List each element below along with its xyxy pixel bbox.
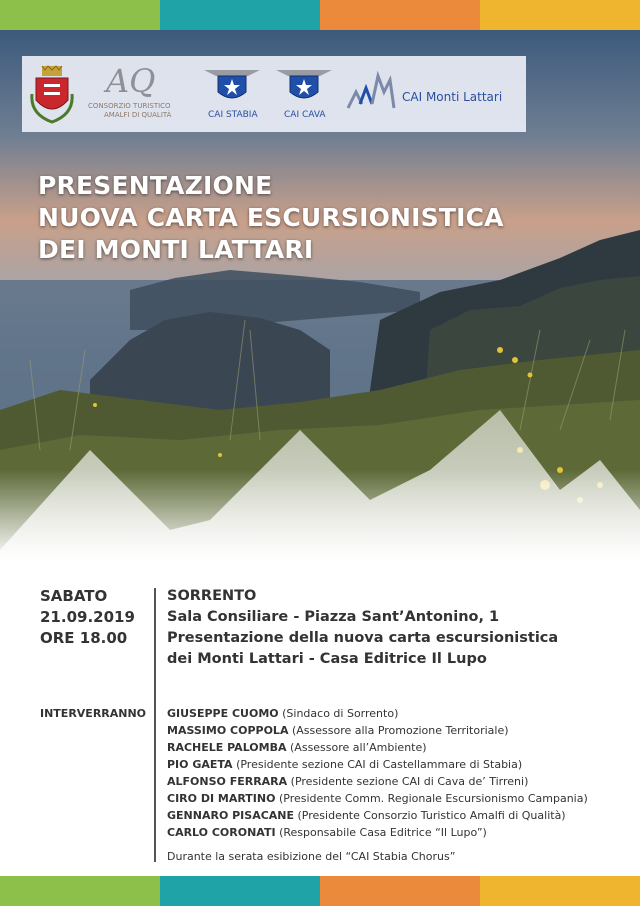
event-venue: Sala Consiliare - Piazza Sant’Antonino, 1 [167,609,500,625]
aq-text-line-1: CONSORZIO TURISTICO [88,102,171,110]
speaker-role: (Sindaco di Sorrento) [282,707,399,720]
speaker-role: (Assessore all’Ambiente) [290,741,427,754]
title-line-1: PRESENTAZIONE [38,171,273,200]
color-segment-green [0,876,160,906]
speaker-item [167,807,588,824]
page-title [38,170,504,266]
speaker-role: (Presidente Consorzio Turistico Amalfi di Qualità) [297,809,566,822]
aq-mark: AQ [106,62,156,100]
color-segment-orange [320,876,480,906]
color-segment-orange [320,0,480,30]
speaker-name: CIRO DI MARTINO [167,792,276,805]
speaker-item [167,824,588,841]
speaker-role: (Assessore alla Promozione Territoriale) [291,724,509,737]
speakers-label: INTERVERRANNO [40,707,147,720]
speaker-name: RACHELE PALOMBA [167,741,287,754]
speaker-name: MASSIMO COPPOLA [167,724,289,737]
color-segment-green [0,0,160,30]
speaker-role: (Responsabile Casa Editrice “Il Lupo”) [279,826,487,839]
speaker-role: (Presidente sezione CAI di Castellammare di Stabia) [236,758,523,771]
logo-strip [22,56,526,132]
title-line-2: NUOVA CARTA ESCURSIONISTICA [38,203,504,232]
speaker-item [167,756,588,773]
cai-monti-lattari-label: CAI Monti Lattari [402,90,503,104]
speaker-item [167,739,588,756]
speaker-name: GIUSEPPE CUOMO [167,707,279,720]
speaker-name: CARLO CORONATI [167,826,276,839]
speaker-item [167,722,588,739]
speaker-name: ALFONSO FERRARA [167,775,288,788]
title-line-3: DEI MONTI LATTARI [38,235,314,264]
speaker-item [167,790,588,807]
aq-text-line-2: AMALFI DI QUALITÀ [104,111,172,119]
speaker-name: PIO GAETA [167,758,233,771]
speaker-role: (Presidente sezione CAI di Cava de’ Tirreni) [290,775,529,788]
speaker-role: (Presidente Comm. Regionale Escursionismo Campania) [278,792,588,805]
cai-stabia-label: CAI STABIA [208,110,258,120]
color-segment-teal [160,876,320,906]
speakers-list [167,705,588,841]
cai-monti-lattari-logo [344,68,520,124]
event-time: ORE 18.00 [40,629,128,647]
event-where [167,586,558,670]
cai-cava-label: CAI CAVA [284,110,326,120]
event-description-line-1: Presentazione della nuova carta escursionistica [167,630,559,646]
speaker-item [167,705,588,722]
event-date: 21.09.2019 [40,608,135,626]
event-city: SORRENTO [167,588,257,604]
event-description-line-2: dei Monti Lattari - Casa Editrice Il Lupo [167,651,487,667]
speaker-item [167,773,588,790]
top-color-bar [0,0,640,30]
speaker-name: GENNARO PISACANE [167,809,295,822]
color-segment-teal [160,0,320,30]
event-when [40,586,135,649]
cai-cava-logo [274,64,334,126]
cai-stabia-logo [202,64,262,126]
event-day: SABATO [40,587,108,605]
event-info-section [0,560,640,876]
municipal-crest-icon [30,64,74,126]
vertical-divider [154,588,156,862]
color-segment-yellow [480,0,640,30]
bottom-color-bar [0,876,640,906]
aq-consorzio-logo [88,62,198,126]
color-segment-yellow [480,876,640,906]
closing-note: Durante la serata esibizione del “CAI Stabia Chorus” [167,850,456,863]
